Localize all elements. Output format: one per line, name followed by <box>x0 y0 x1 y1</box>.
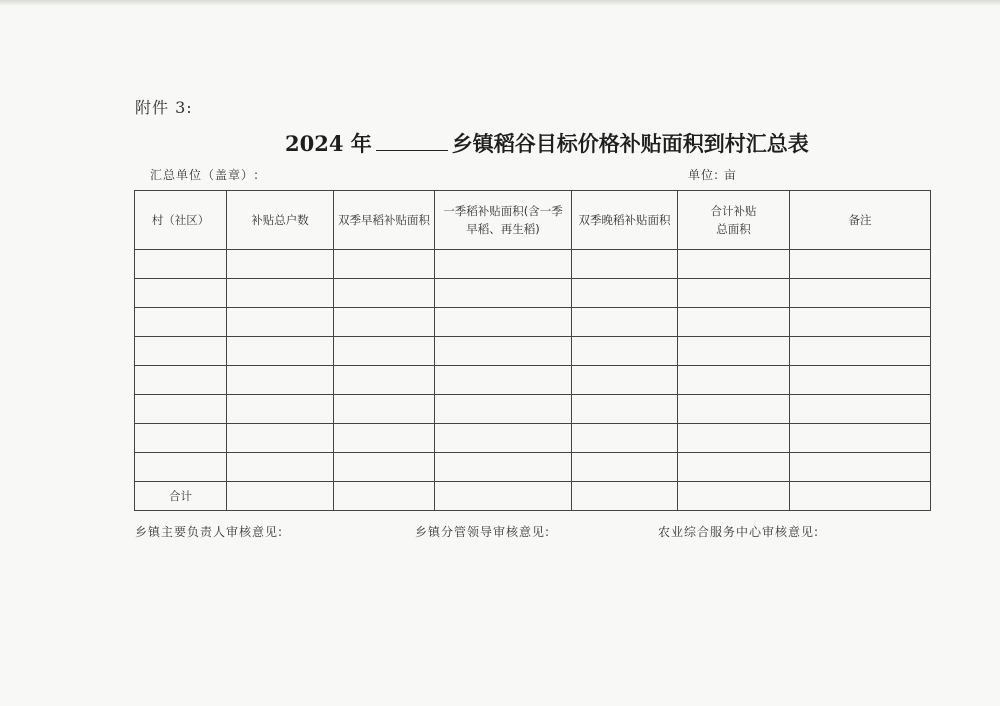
table-cell[interactable] <box>678 250 790 279</box>
title-year: 2024 年 <box>285 131 372 156</box>
table-cell[interactable] <box>435 366 572 395</box>
scan-edge <box>0 0 1000 6</box>
table-cell[interactable] <box>435 395 572 424</box>
table-cell[interactable] <box>135 337 227 366</box>
table-row <box>135 337 931 366</box>
table-cell[interactable] <box>435 308 572 337</box>
table-cell[interactable] <box>678 366 790 395</box>
town-name-blank <box>376 132 448 151</box>
table-cell[interactable] <box>790 308 931 337</box>
table-cell[interactable] <box>227 366 334 395</box>
table-cell[interactable] <box>435 453 572 482</box>
table-cell[interactable] <box>435 337 572 366</box>
header-late-rice: 双季晚稻补贴面积 <box>572 191 678 250</box>
header-early-rice: 双季早稻补贴面积 <box>334 191 435 250</box>
header-households: 补贴总户数 <box>227 191 334 250</box>
attachment-label: 附件 3: <box>135 98 193 117</box>
total-label: 合计 <box>135 482 227 511</box>
unit-label: 单位: 亩 <box>688 168 737 182</box>
table-cell[interactable] <box>790 366 931 395</box>
table-cell[interactable] <box>135 366 227 395</box>
table-row <box>135 279 931 308</box>
subsidy-summary-table <box>134 190 931 511</box>
table-cell[interactable] <box>572 424 678 453</box>
table-cell[interactable] <box>790 453 931 482</box>
table-cell[interactable] <box>435 279 572 308</box>
table-cell[interactable] <box>790 250 931 279</box>
table-cell[interactable] <box>678 395 790 424</box>
table-cell[interactable] <box>678 279 790 308</box>
table-cell[interactable] <box>572 395 678 424</box>
table-cell[interactable] <box>790 395 931 424</box>
table-cell[interactable] <box>572 337 678 366</box>
table-cell[interactable] <box>790 424 931 453</box>
table-cell[interactable] <box>334 482 435 511</box>
table-cell[interactable] <box>435 424 572 453</box>
header-remarks: 备注 <box>790 191 931 250</box>
table-row <box>135 424 931 453</box>
table-cell[interactable] <box>435 250 572 279</box>
table-cell[interactable] <box>572 250 678 279</box>
table-cell[interactable] <box>334 279 435 308</box>
table-cell[interactable] <box>572 482 678 511</box>
table-cell[interactable] <box>572 453 678 482</box>
table-cell[interactable] <box>678 482 790 511</box>
table-cell[interactable] <box>227 279 334 308</box>
table-cell[interactable] <box>135 279 227 308</box>
header-single-rice: 一季稻补贴面积(含一季早稻、再生稻) <box>435 191 572 250</box>
table-cell[interactable] <box>135 395 227 424</box>
table-row <box>135 366 931 395</box>
table-cell[interactable] <box>135 424 227 453</box>
table-cell[interactable] <box>135 308 227 337</box>
table-cell[interactable] <box>227 250 334 279</box>
town-deputy-review-label: 乡镇分管领导审核意见: <box>415 525 551 539</box>
table-cell[interactable] <box>334 366 435 395</box>
table-cell[interactable] <box>334 453 435 482</box>
table-row <box>135 308 931 337</box>
table-cell[interactable] <box>678 308 790 337</box>
table-cell[interactable] <box>572 308 678 337</box>
table-cell[interactable] <box>790 337 931 366</box>
table-cell[interactable] <box>227 308 334 337</box>
table-cell[interactable] <box>678 424 790 453</box>
table-cell[interactable] <box>227 482 334 511</box>
table-cell[interactable] <box>227 395 334 424</box>
document-title <box>285 128 809 158</box>
table-body <box>135 250 931 511</box>
title-text: 乡镇稻谷目标价格补贴面积到村汇总表 <box>451 131 809 156</box>
summary-unit-label: 汇总单位（盖章）: <box>150 168 260 182</box>
table-cell[interactable] <box>435 482 572 511</box>
header-village: 村（社区） <box>135 191 227 250</box>
table-row <box>135 395 931 424</box>
table-cell[interactable] <box>572 279 678 308</box>
table-cell[interactable] <box>334 395 435 424</box>
table-cell[interactable] <box>334 250 435 279</box>
table-cell[interactable] <box>678 453 790 482</box>
table-row <box>135 250 931 279</box>
table-cell[interactable] <box>227 453 334 482</box>
table-cell[interactable] <box>135 453 227 482</box>
table-cell[interactable] <box>334 308 435 337</box>
town-leader-review-label: 乡镇主要负责人审核意见: <box>135 525 284 539</box>
table-cell[interactable] <box>678 337 790 366</box>
table-row <box>135 453 931 482</box>
table-header-row <box>135 191 931 250</box>
table-cell[interactable] <box>334 337 435 366</box>
table-cell[interactable] <box>572 366 678 395</box>
table-cell[interactable] <box>790 279 931 308</box>
table-cell[interactable] <box>790 482 931 511</box>
table-cell[interactable] <box>135 250 227 279</box>
agri-center-review-label: 农业综合服务中心审核意见: <box>658 525 820 539</box>
table-cell[interactable] <box>227 424 334 453</box>
table-cell[interactable] <box>334 424 435 453</box>
header-total-area: 合计补贴总面积 <box>678 191 790 250</box>
total-row <box>135 482 931 511</box>
table-cell[interactable] <box>227 337 334 366</box>
